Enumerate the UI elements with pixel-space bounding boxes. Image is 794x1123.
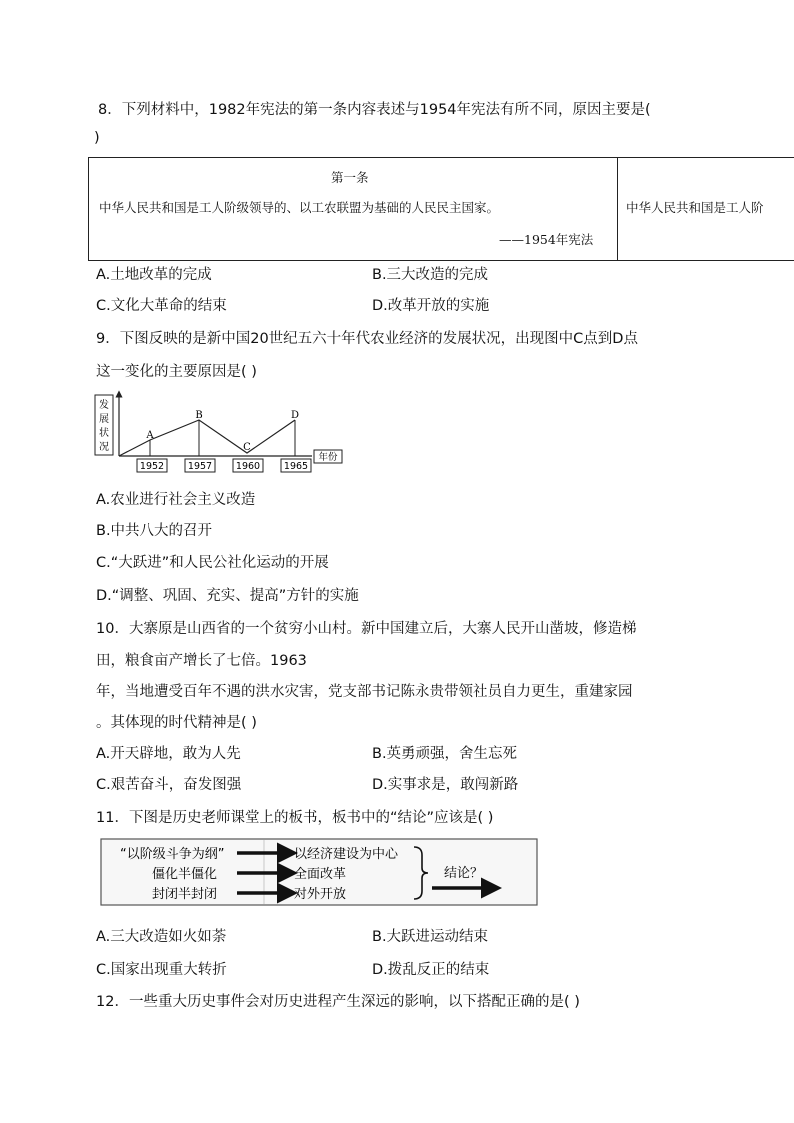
q8-option-b: B.三大改造的完成: [372, 267, 489, 283]
q10-option-a: A.开天辟地，敢为人先: [96, 746, 241, 762]
q10-stem-line2: 田，粮食亩产增长了七倍。1963: [96, 653, 307, 669]
q10-stem-line1: 10．大寨原是山西省的一个贫穷小山村。新中国建立后，大寨人民开山凿坡，修造梯: [96, 621, 637, 637]
q8-option-d: D.改革开放的实施: [372, 298, 490, 314]
table-divider: [617, 158, 618, 260]
y-label-char: 状: [99, 428, 109, 439]
q9-stem-line2: 这一变化的主要原因是( ): [96, 364, 257, 380]
point-b: B: [195, 410, 203, 421]
table-text-1982: 中华人民共和国是工人阶: [626, 200, 764, 215]
q11-option-d: D.拨乱反正的结束: [372, 962, 490, 978]
point-d: D: [290, 410, 300, 421]
year-label: 1960: [235, 461, 261, 472]
q8-stem-line2: ): [94, 130, 100, 146]
q11-stem-line1: 11．下图是历史老师课堂上的板书，板书中的“结论”应该是( ): [96, 810, 494, 826]
board-right-3: 对外开放: [294, 887, 347, 902]
q8-option-c: C.文化大革命的结束: [96, 298, 227, 314]
y-label-char: 发: [99, 400, 109, 411]
year-label: 1957: [187, 461, 213, 472]
q11-option-c: C.国家出现重大转折: [96, 962, 227, 978]
y-label-char: 况: [99, 442, 109, 453]
board-left-1: “以阶级斗争为纲”: [120, 847, 225, 862]
point-c: C: [243, 442, 251, 453]
board-right-2: 全面改革: [294, 867, 347, 882]
q9-option-b: B.中共八大的召开: [96, 523, 213, 539]
q10-option-b: B.英勇顽强，舍生忘死: [372, 746, 518, 762]
q11-option-a: A.三大改造如火如荼: [96, 929, 227, 945]
board-left-2: 僵化半僵化: [152, 867, 218, 882]
table-heading: 第一条: [331, 170, 369, 185]
table-text-1954: 中华人民共和国是工人阶级领导的、以工农联盟为基础的人民民主国家。: [99, 200, 500, 215]
q9-option-d: D.“调整、巩固、充实、提高”方针的实施: [96, 588, 359, 604]
point-a: A: [146, 430, 154, 441]
board-conclusion: 结论？: [444, 866, 484, 881]
q11-blackboard-diagram: [100, 838, 540, 908]
q10-option-d: D.实事求是，敢闯新路: [372, 777, 519, 793]
q10-stem-line4: 。其体现的时代精神是( ): [96, 715, 257, 731]
year-label: 1965: [283, 461, 309, 472]
q9-development-chart: [92, 390, 352, 476]
board-left-3: 封闭半封闭: [152, 887, 218, 902]
q8-constitution-table: [88, 157, 794, 261]
x-axis-label: 年份: [318, 452, 338, 463]
q9-option-a: A.农业进行社会主义改造: [96, 492, 256, 508]
year-label: 1952: [139, 461, 165, 472]
q10-option-c: C.艰苦奋斗，奋发图强: [96, 777, 242, 793]
q12-stem-line1: 12．一些重大历史事件会对历史进程产生深远的影响，以下搭配正确的是( ): [96, 994, 580, 1010]
q11-option-b: B.大跃进运动结束: [372, 929, 489, 945]
table-source-1954: ——1954年宪法: [499, 232, 594, 247]
q8-stem-line1: 8．下列材料中，1982年宪法的第一条内容表述与1954年宪法有所不同，原因主要是(: [98, 102, 651, 118]
q9-option-c: C.“大跃进”和人民公社化运动的开展: [96, 555, 329, 571]
board-right-1: 以经济建设为中心: [294, 847, 399, 862]
q9-stem-line1: 9．下图反映的是新中国20世纪五六十年代农业经济的发展状况，出现图中C点到D点: [96, 331, 638, 347]
y-label-char: 展: [99, 414, 109, 425]
q8-option-a: A.土地改革的完成: [96, 267, 212, 283]
q10-stem-line3: 年，当地遭受百年不遇的洪水灾害，党支部书记陈永贵带领社员自力更生，重建家园: [96, 684, 633, 700]
